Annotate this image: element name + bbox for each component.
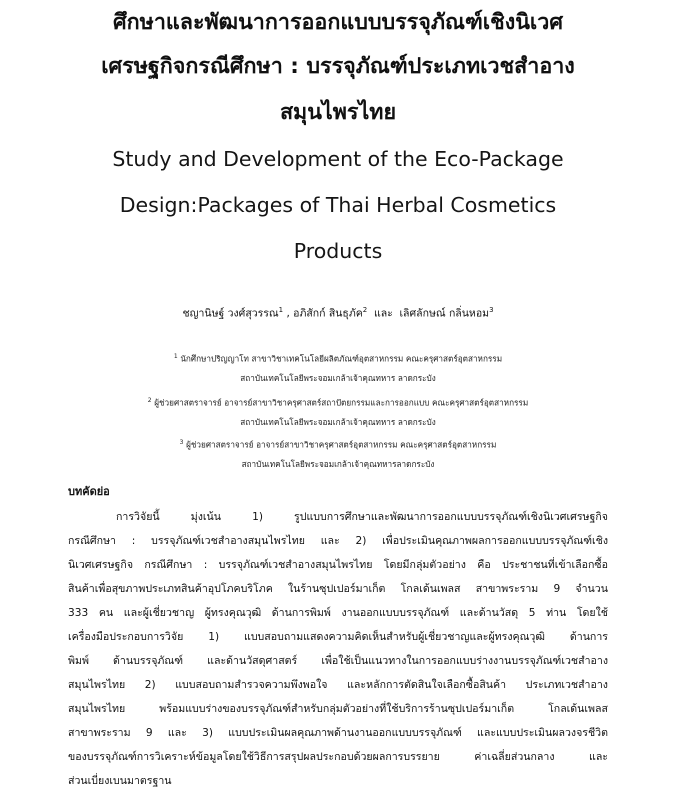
abstract-line: กรณีศึกษา : บรรจุภัณฑ์เวชสำอางสมุนไพรไทย และ 2) เพื่อประเมินคุณภาพผลการออกแบบบรรจุภัณฑ์เชิง — [68, 535, 608, 547]
author-list — [0, 299, 676, 325]
abstract-line: สินค้าเพื่อสุขภาพประเภทสินค้าอุปโภคบริโภค ในร้านซุปเปอร์มาเก็ต โกลเด้นเพลส สาขาพระราม 9 จำนวน — [68, 583, 608, 595]
abstract-line: การวิจัยนี้ มุ่งเน้น 1) รูปแบบการศึกษาและพัฒนาการออกแบบบรรจุภัณฑ์เชิงนิเวศเศรษฐกิจ — [116, 511, 608, 523]
thai-title-line-3: สมุนไพรไทย — [279, 100, 397, 125]
english-title-line-3: Products — [293, 239, 383, 263]
affiliation-3-line-2: สถาบันเทคโนโลยีพระจอมเกล้าเจ้าคุณทหารลาดกระบัง — [241, 459, 435, 469]
affiliation-1-mark: 1 — [173, 353, 178, 360]
english-title-line-2: Design:Packages of Thai Herbal Cosmetics — [119, 193, 557, 217]
affiliation-2-line-2: สถาบันเทคโนโลยีพระจอมเกล้าเจ้าคุณทหาร ลาดกระบัง — [240, 417, 436, 427]
thai-title-line-1: ศึกษาและพัฒนาการออกแบบบรรจุภัณฑ์เชิงนิเวศ — [113, 10, 563, 35]
affiliation-3-line-1 — [0, 433, 676, 455]
author-2: อภิสักก์ สินธุภัค — [293, 307, 363, 320]
english-title-line-1: Study and Development of the Eco-Package — [112, 147, 564, 171]
abstract-line: นิเวศเศรษฐกิจ กรณีศึกษา : บรรจุภัณฑ์เวชสำอางสมุนไพรไทย โดยมีกลุ่มตัวอย่าง คือ ประชาชนที่เข้าเลือกซื้อ — [68, 559, 608, 571]
author-conjunction: และ — [367, 307, 400, 320]
abstract-line: สาขาพระราม 9 และ 3) แบบประเมินผลคุณภาพด้านงานออกแบบบรรจุภัณฑ์ และแบบประเมินผลวงจรชีวิต — [68, 727, 608, 739]
author-1-affiliation-mark: 1 — [278, 306, 284, 314]
affiliation-1-line-2: สถาบันเทคโนโลยีพระจอมเกล้าเจ้าคุณทหาร ลาดกระบัง — [240, 373, 436, 383]
affiliation-2-text: ผู้ช่วยศาสตราจารย์ อาจารย์สาขาวิชาครุศาสตร์สถาปัตยกรรมและการออกแบบ คณะครุศาสตร์อุตสาหกรรม — [154, 397, 529, 408]
affiliation-3-text: ผู้ช่วยศาสตราจารย์ อาจารย์สาขาวิชาครุศาสตร์อุตสาหกรรม คณะครุศาสตร์อุตสาหกรรม — [186, 439, 497, 450]
affiliation-1-line-1 — [0, 347, 676, 369]
author-3-affiliation-mark: 3 — [489, 306, 494, 314]
abstract-line: สมุนไพรไทย 2) แบบสอบถามสำรวจความพึงพอใจ และหลักการตัดสินใจเลือกซื้อสินค้า ประเภทเวชสำอาง — [68, 679, 608, 691]
author-2-affiliation-mark: 2 — [362, 306, 368, 314]
abstract-heading: บทคัดย่อ — [68, 485, 110, 498]
author-3: เลิศลักษณ์ กลิ่นหอม — [399, 307, 490, 320]
author-1: ชญานิษฐ์ วงศ์สุวรรณ — [182, 307, 279, 320]
affiliation-1-text: นักศึกษาปริญญาโท สาขาวิชาเทคโนโลยีผลิตภัณฑ์อุตสาหกรรม คณะครุศาสตร์อุตสาหกรรม — [180, 353, 503, 364]
abstract-line: 333 คน และผู้เชี่ยวชาญ ผู้ทรงคุณวุฒิ ด้านการพิมพ์ งานออกแบบบรรจุภัณฑ์ และด้านวัสดุ 5 ท่าน โดยใช้ — [68, 607, 608, 619]
affiliation-2-mark: 2 — [147, 397, 152, 404]
abstract-line: เครื่องมือประกอบการวิจัย 1) แบบสอบถามแสดงความคิดเห็นสำหรับผู้เชี่ยวชาญและผู้ทรงคุณวุฒิ ด้านการ — [68, 631, 608, 643]
abstract-line: ของบรรจุภัณฑ์การวิเคราะห์ข้อมูลโดยใช้วิธีการสรุปผลประกอบด้วยผลการบรรยาย ค่าเฉลี่ยส่วนกลาง และ — [68, 751, 608, 763]
author-separator: , — [283, 307, 294, 320]
abstract-line: พิมพ์ ด้านบรรจุภัณฑ์ และด้านวัสดุศาสตร์ เพื่อใช้เป็นแนวทางในการออกแบบร่างงานบรรจุภัณฑ์เวชสำอาง — [68, 655, 608, 667]
thai-title-line-2: เศรษฐกิจกรณีศึกษา : บรรจุภัณฑ์ประเภทเวชสำอาง — [101, 54, 575, 79]
abstract-line: สมุนไพรไทย พร้อมแบบร่างของบรรจุภัณฑ์สำหรับกลุ่มตัวอย่างที่ใช้บริการร้านซุปเปอร์มาเก็ต โกลเด้นเพลส — [68, 703, 608, 715]
affiliation-2-line-1 — [0, 391, 676, 413]
abstract-line: ส่วนเบี่ยงเบนมาตรฐาน — [68, 775, 172, 787]
affiliation-3-mark: 3 — [179, 439, 184, 446]
